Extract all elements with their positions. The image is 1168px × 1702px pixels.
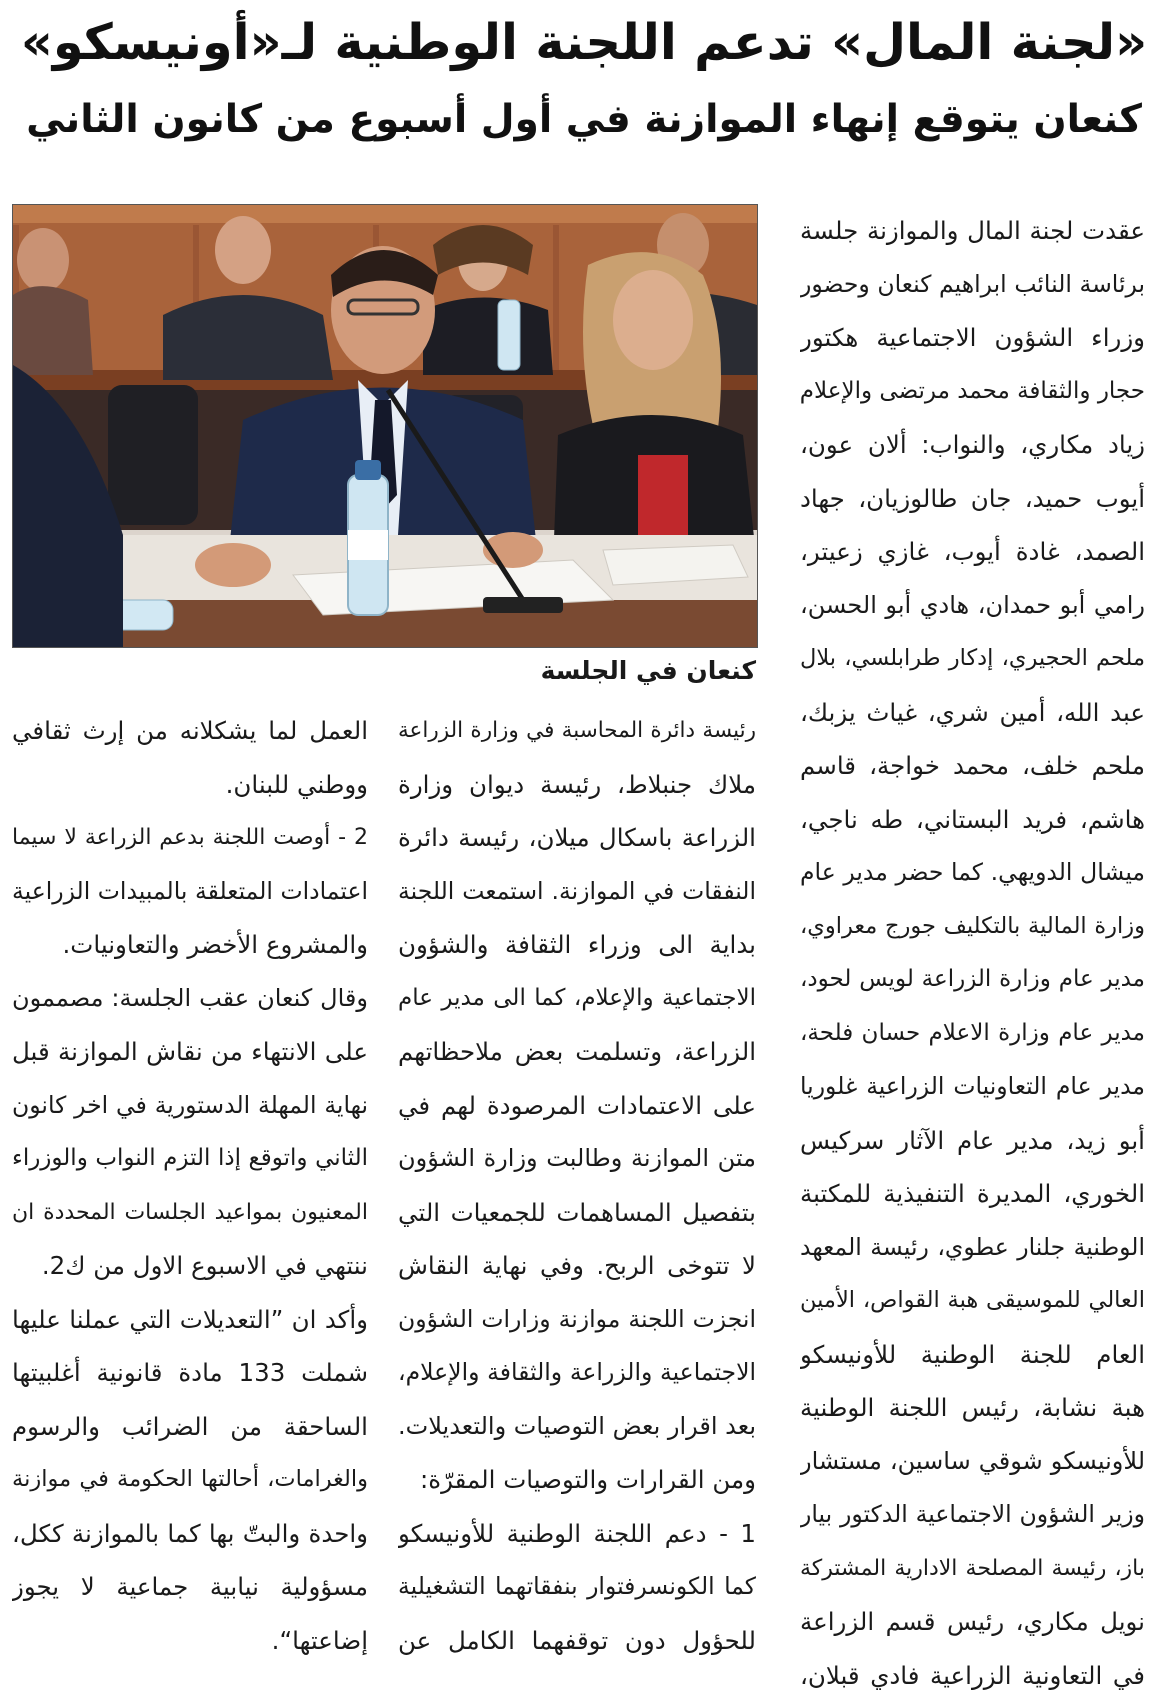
text-line: ومن القرارات والتوصيات المقرّة: bbox=[398, 1453, 756, 1507]
text-line: النفقات في الموازنة. استمعت اللجنة bbox=[398, 865, 756, 919]
text-line: الوطنية جلنار عطوي، رئيسة المعهد bbox=[800, 1221, 1145, 1275]
text-line: هبة نشابة، رئيس اللجنة الوطنية bbox=[800, 1381, 1145, 1435]
headline-line-1: «لجنة المال» تدعم اللجنة الوطنية لـ«أونيسكو» bbox=[20, 18, 1148, 68]
text-line: وزير الشؤون الاجتماعية الدكتور بيار bbox=[800, 1488, 1145, 1542]
text-line: الساحقة من الضرائب والرسوم bbox=[12, 1400, 368, 1454]
text-line: الزراعة باسكال ميلان، رئيسة دائرة bbox=[398, 811, 756, 865]
text-line: نويل مكاري، رئيس قسم الزراعة bbox=[800, 1595, 1145, 1649]
text-line: والغرامات، أحالتها الحكومة في موازنة bbox=[12, 1453, 368, 1507]
text-line: 2 - أوصت اللجنة بدعم الزراعة لا سيما bbox=[12, 811, 368, 865]
text-line: الزراعة، وتسلمت بعض ملاحظاتهم bbox=[398, 1025, 756, 1079]
text-line: نهاية المهلة الدستورية في اخر كانون bbox=[12, 1079, 368, 1133]
text-line: وقال كنعان عقب الجلسة: مصممون bbox=[12, 972, 368, 1026]
text-line: متن الموازنة وطالبت وزارة الشؤون bbox=[398, 1132, 756, 1186]
text-line: ووطني للبنان. bbox=[12, 758, 368, 812]
text-line: رئيسة دائرة المحاسبة في وزارة الزراعة bbox=[398, 704, 756, 758]
text-line: على الاعتمادات المرصودة لهم في bbox=[398, 1079, 756, 1133]
text-line: الصمد، غادة أيوب، غازي زعيتر، bbox=[800, 525, 1145, 579]
text-line: ملحم الحجيري، إدكار طرابلسي، بلال bbox=[800, 632, 1145, 686]
text-line: على الانتهاء من نقاش الموازنة قبل bbox=[12, 1025, 368, 1079]
text-line: المعنيون بمواعيد الجلسات المحددة ان bbox=[12, 1186, 368, 1240]
text-line: انجزت اللجنة موازنة وزارات الشؤون bbox=[398, 1293, 756, 1347]
text-line: عقدت لجنة المال والموازنة جلسة bbox=[800, 204, 1145, 258]
text-line: بداية الى وزراء الثقافة والشؤون bbox=[398, 918, 756, 972]
text-line: وأكد ان ”التعديلات التي عملنا عليها bbox=[12, 1293, 368, 1347]
meeting-photo-illustration bbox=[13, 205, 757, 647]
meeting-photo bbox=[12, 204, 758, 648]
text-line: للحؤول دون توقفهما الكامل عن bbox=[398, 1614, 756, 1668]
article-column-left bbox=[12, 704, 368, 1667]
text-line: برئاسة النائب ابراهيم كنعان وحضور bbox=[800, 258, 1145, 312]
text-line: مسؤولية نيابية جماعية لا يجوز bbox=[12, 1560, 368, 1614]
text-line: لا تتوخى الربح. وفي نهاية النقاش bbox=[398, 1239, 756, 1293]
text-line: هاشم، فريد البستاني، طه ناجي، bbox=[800, 793, 1145, 847]
text-line: ميشال الدويهي. كما حضر مدير عام bbox=[800, 846, 1145, 900]
text-line: بتفصيل المساهمات للجمعيات التي bbox=[398, 1186, 756, 1240]
text-line: والمشروع الأخضر والتعاونيات. bbox=[12, 918, 368, 972]
text-line: اعتمادات المتعلقة بالمبيدات الزراعية bbox=[12, 865, 368, 919]
text-line: ملحم خلف، محمد خواجة، قاسم bbox=[800, 739, 1145, 793]
headline-line-2: كنعان يتوقع إنهاء الموازنة في أول أسبوع من كانون الثاني bbox=[20, 100, 1148, 139]
text-line: كما الكونسرفتوار بنفقاتهما التشغيلية bbox=[398, 1560, 756, 1614]
text-line: أيوب حميد، جان طالوزيان، جهاد bbox=[800, 472, 1145, 526]
text-line: أبو زيد، مدير عام الآثار سركيس bbox=[800, 1114, 1145, 1168]
text-line: عبد الله، أمين شري، غياث يزبك، bbox=[800, 686, 1145, 740]
text-line: إضاعتها“. bbox=[12, 1614, 368, 1668]
text-line: في التعاونية الزراعية فادي قبلان، bbox=[800, 1649, 1145, 1702]
text-line: واحدة والبتّ بها كما بالموازنة ككل، bbox=[12, 1507, 368, 1561]
text-line: زياد مكاري، والنواب: ألان عون، bbox=[800, 418, 1145, 472]
text-line: حجار والثقافة محمد مرتضى والإعلام bbox=[800, 365, 1145, 419]
text-line: مدير عام وزارة الزراعة لويس لحود، bbox=[800, 953, 1145, 1007]
text-line: شملت 133 مادة قانونية أغلبيتها bbox=[12, 1346, 368, 1400]
text-line: مدير عام وزارة الاعلام حسان فلحة، bbox=[800, 1007, 1145, 1061]
text-line: العام للجنة الوطنية للأونيسكو bbox=[800, 1328, 1145, 1382]
text-line: 1 - دعم اللجنة الوطنية للأونيسكو bbox=[398, 1507, 756, 1561]
text-line: الاجتماعية والإعلام، كما الى مدير عام bbox=[398, 972, 756, 1026]
article-column-middle bbox=[398, 704, 756, 1667]
text-line: الثاني واتوقع إذا التزم النواب والوزراء bbox=[12, 1132, 368, 1186]
text-line: وزراء الشؤون الاجتماعية هكتور bbox=[800, 311, 1145, 365]
text-line: باز، رئيسة المصلحة الادارية المشتركة bbox=[800, 1542, 1145, 1596]
text-line: ننتهي في الاسبوع الاول من ك2. bbox=[12, 1239, 368, 1293]
text-line: وزارة المالية بالتكليف جورج معراوي، bbox=[800, 900, 1145, 954]
text-line: الخوري، المديرة التنفيذية للمكتبة bbox=[800, 1167, 1145, 1221]
text-line: العالي للموسيقى هبة القواص، الأمين bbox=[800, 1274, 1145, 1328]
photo-caption: كنعان في الجلسة bbox=[480, 652, 756, 690]
text-line: العمل لما يشكلانه من إرث ثقافي bbox=[12, 704, 368, 758]
text-line: الاجتماعية والزراعة والثقافة والإعلام، bbox=[398, 1346, 756, 1400]
text-line: للأونيسكو شوقي ساسين، مستشار bbox=[800, 1435, 1145, 1489]
text-line: مدير عام التعاونيات الزراعية غلوريا bbox=[800, 1060, 1145, 1114]
text-line: ملاك جنبلاط، رئيسة ديوان وزارة bbox=[398, 758, 756, 812]
text-line: بعد اقرار بعض التوصيات والتعديلات. bbox=[398, 1400, 756, 1454]
article-column-right bbox=[800, 204, 1145, 1702]
text-line: رامي أبو حمدان، هادي أبو الحسن، bbox=[800, 579, 1145, 633]
